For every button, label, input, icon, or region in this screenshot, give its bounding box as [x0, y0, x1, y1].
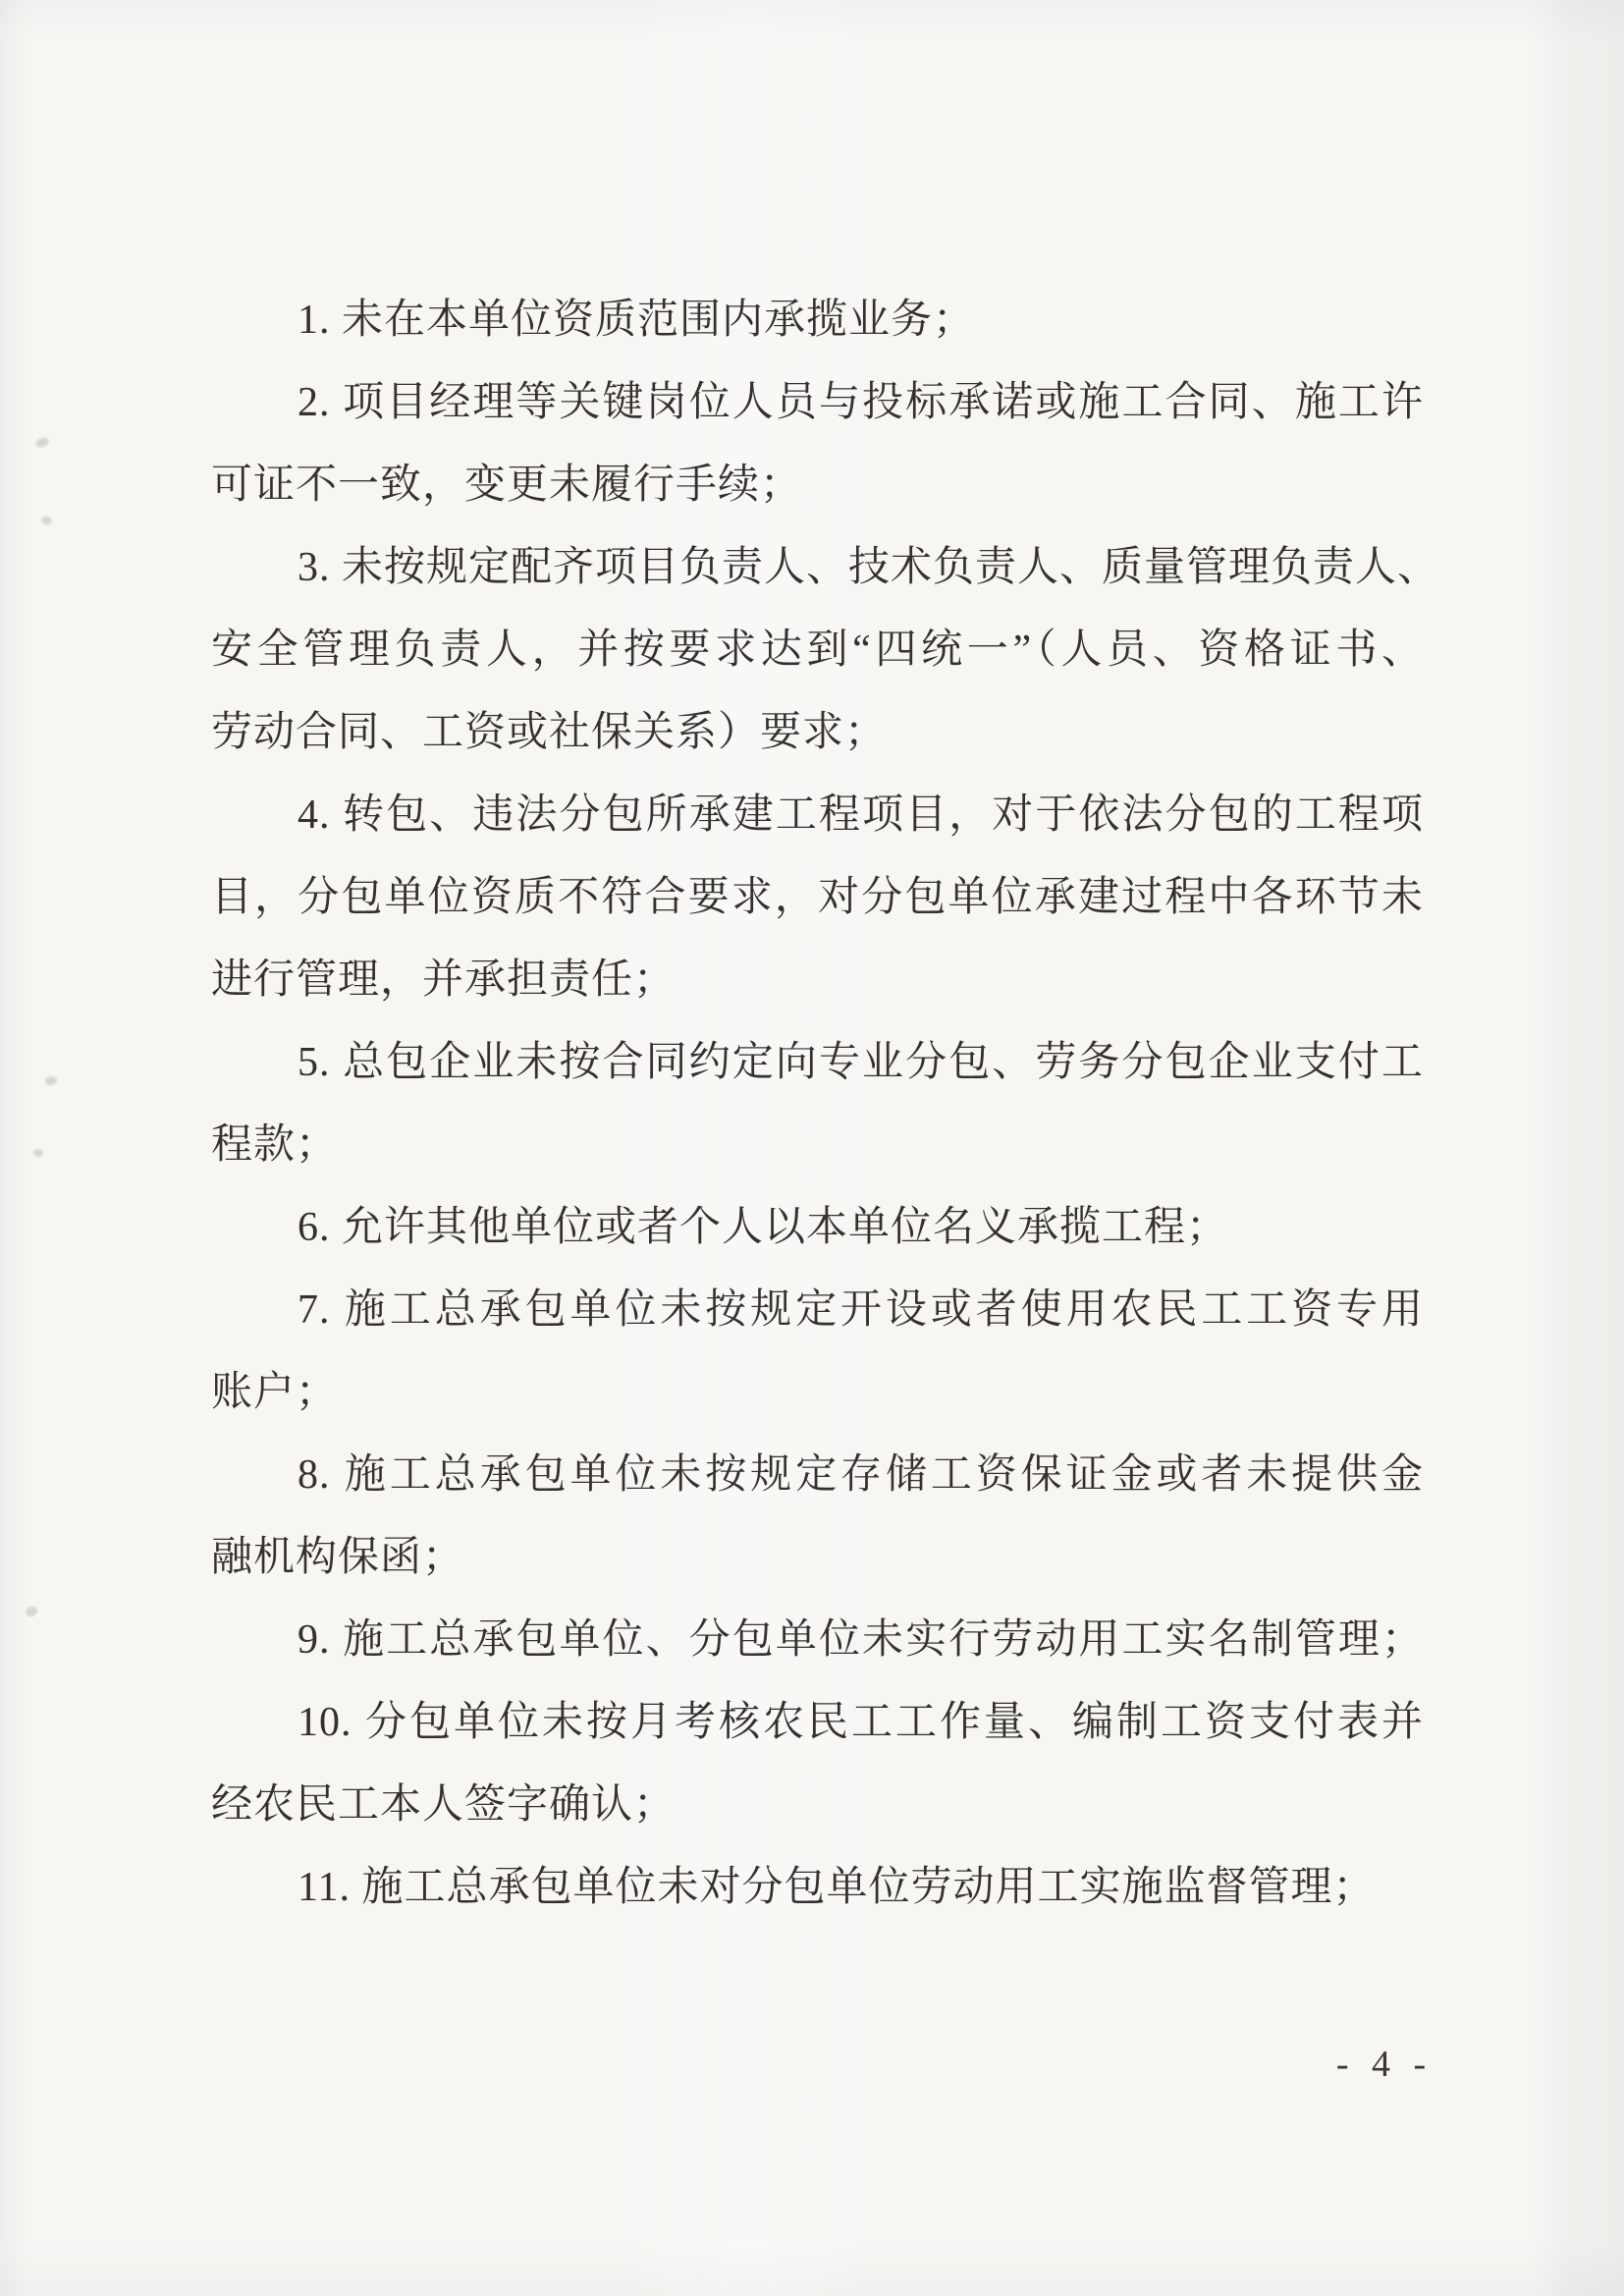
- scan-speck: [32, 1147, 44, 1158]
- document-line: 目，分包单位资质不符合要求，对分包单位承建过程中各环节未: [211, 875, 1424, 920]
- scan-speck: [34, 436, 50, 449]
- scan-speck: [40, 516, 53, 526]
- document-line: 融机构保函；: [211, 1535, 465, 1580]
- document-line: 4. 转包、违法分包所承建工程项目，对于依法分包的工程项: [298, 793, 1424, 838]
- document-line: 2. 项目经理等关键岗位人员与投标承诺或施工合同、施工许: [298, 380, 1424, 425]
- scan-speck: [25, 1606, 38, 1618]
- document-line: 可证不一致，变更未履行手续；: [211, 463, 803, 508]
- document-line: 3. 未按规定配齐项目负责人、技术负责人、质量管理负责人、: [298, 545, 1440, 590]
- document-line: 7. 施工总承包单位未按规定开设或者使用农民工工资专用: [298, 1287, 1424, 1333]
- document-line: 劳动合同、工资或社保关系）要求；: [211, 710, 888, 755]
- document-line: 1. 未在本单位资质范围内承揽业务；: [298, 298, 976, 343]
- document-line: 安全管理负责人，并按要求达到“四统一”（人员、资格证书、: [211, 628, 1424, 673]
- document-line: 11. 施工总承包单位未对分包单位劳动用工实施监督管理；: [298, 1865, 1376, 1910]
- document-line: 6. 允许其他单位或者个人以本单位名义承揽工程；: [298, 1205, 1229, 1250]
- document-line: 10. 分包单位未按月考核农民工工作量、编制工资支付表并: [298, 1700, 1424, 1745]
- document-line: 进行管理，并承担责任；: [211, 957, 677, 1003]
- document-body: [211, 279, 1440, 1929]
- document-line: 经农民工本人签字确认；: [211, 1782, 677, 1828]
- document-line: 8. 施工总承包单位未按规定存储工资保证金或者未提供金: [298, 1452, 1424, 1498]
- document-line: 9. 施工总承包单位、分包单位未实行劳动用工实名制管理；: [298, 1617, 1424, 1663]
- scan-speck: [44, 1075, 57, 1086]
- document-line: 程款；: [211, 1122, 339, 1168]
- document-line: 5. 总包企业未按合同约定向专业分包、劳务分包企业支付工: [298, 1040, 1424, 1085]
- document-line: 账户；: [211, 1370, 339, 1415]
- page-number: - 4 -: [1335, 2044, 1434, 2085]
